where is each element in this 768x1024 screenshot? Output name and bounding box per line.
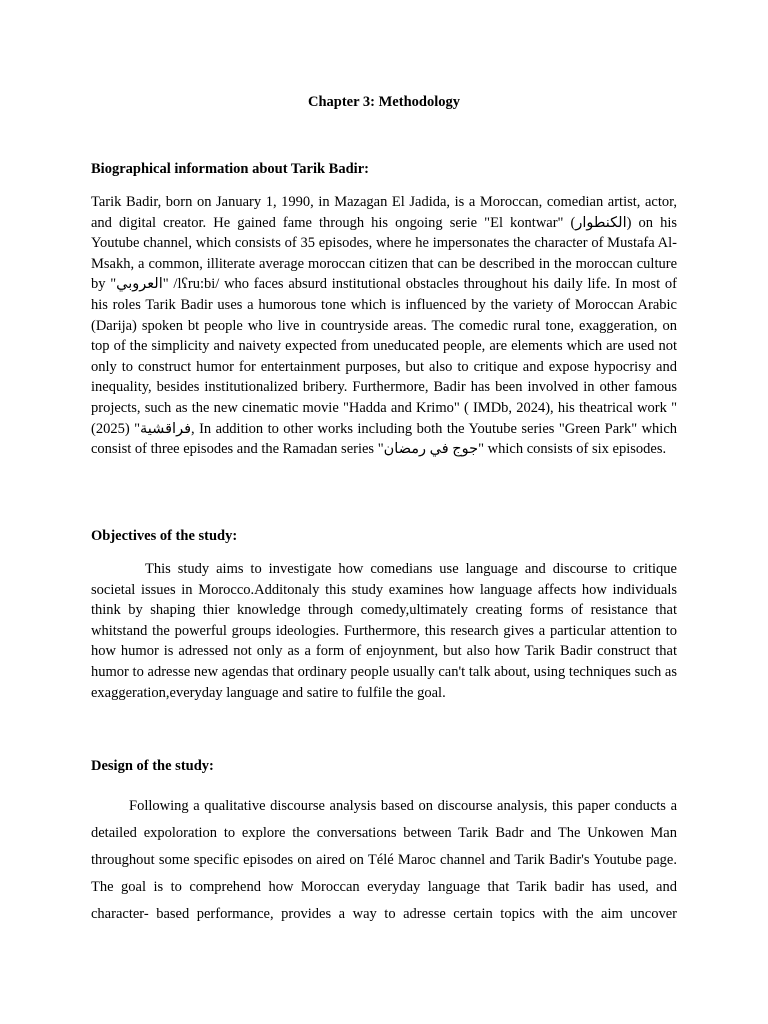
design-paragraph: Following a qualitative discourse analysis based on discourse analysis, this paper conducts a detailed expoloration to explore the conversations between Tarik Badr and The Unkowen Man throughout some specific episodes on aired on Télé Maroc channel and Tarik Badir's Youtube page. The goal is to comprehend how Moroccan everyday language that Tarik badir has used, and character- based performance, provides a way to adresse certain topics with the aim uncover bbox=[91, 798, 677, 922]
objectives-paragraph: This study aims to investigate how comedians use language and discourse to critique societal issues in Morocco.Additonaly this study examines how language affects how individuals think by shaping thier knowledge through comedy,ultimately creating forms of resistance that whitstand the powerful groups ideologies. Furthermore, this research gives a particular attention to how humor is adressed not only as a form of enjoynment, but also how Tarik Badir construct that humor to adresse new agendas that ordinary people usually can't talk about, using techniques such as exaggeration,everyday language and satire to fulfile the goal. bbox=[91, 561, 677, 701]
bio-paragraph bbox=[91, 192, 677, 460]
bio-text-3: " /lʕru:bi/ who faces absurd institutional obstacles throughout his daily life. In most of his roles Tarik Badir uses a humorous tone which is influenced by the variety of Moroccan Arabic (Darija) spoken bt people who live in countryside areas. The comedic rural tone, exaggeration, on top of the simplicity and naivety expected from uneducated people, are elements which are used not only to construct humor for entertainment purposes, but also to critique and expose hypocrisy and inequality, besides institutionalized bribery. Furthermore, Badir has been involved in other famous projects, such as the new cinematic movie "Hadda and Krimo" ( IMDb, 2024), his theatrical work "(2025) " bbox=[91, 276, 677, 437]
bio-arabic-kontwar: الكنطوار bbox=[575, 214, 627, 231]
design-heading: Design of the study: bbox=[91, 758, 214, 774]
bio-arabic-fraqchia: فراقشية bbox=[140, 420, 192, 437]
chapter-title: Chapter 3: Methodology bbox=[308, 94, 460, 110]
bio-text-2: ) on his Youtube channel, which consists of 35 episodes, where he impersonates the character of Mustafa Al-Msakh, a common, illiterate average moroccan citizen that can be described in the moroccan culture by " bbox=[91, 214, 678, 293]
bio-arabic-jouj: جوج في رمضان bbox=[383, 441, 479, 458]
bio-text-4: , In addition to other works including both the Youtube series "Green Park" which consist of three episodes and the Ramadan series " bbox=[91, 420, 677, 458]
bio-arabic-aroubi: العروبي bbox=[116, 276, 163, 293]
bio-text-5: " which consists of six episodes. bbox=[478, 441, 667, 458]
bio-heading: Biographical information about Tarik Badir: bbox=[91, 161, 369, 177]
objectives-heading: Objectives of the study: bbox=[91, 528, 238, 544]
bio-text-1: Tarik Badir, born on January 1, 1990, in Mazagan El Jadida, is a Moroccan, comedian artist, actor, and digital creator. He gained fame through his ongoing serie "El kontwar" ( bbox=[91, 194, 677, 231]
